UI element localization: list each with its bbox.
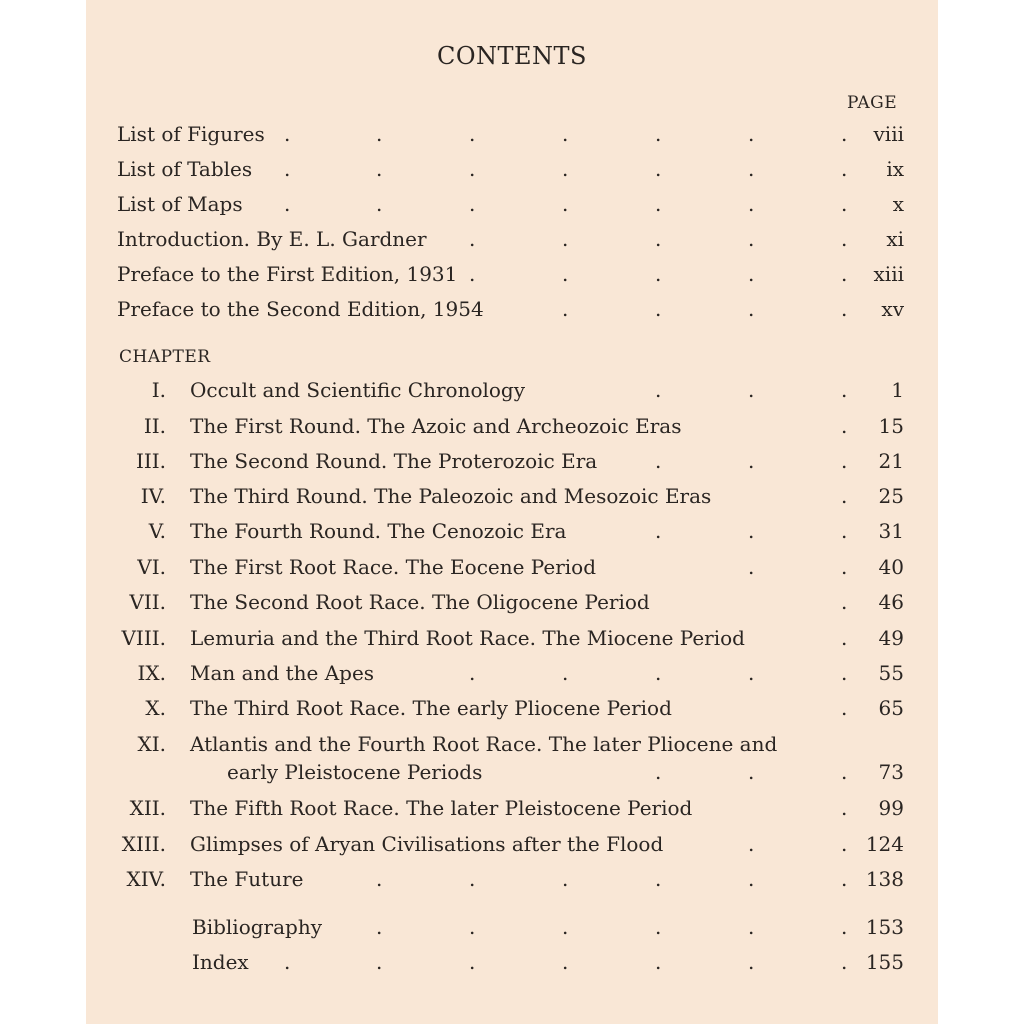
chapter-title-continuation: early Pleistocene Periods [227,760,483,784]
chapter-title: The Third Round. The Paleozoic and Mesozoic Eras [190,484,712,508]
toc-entry[interactable]: Introduction. By E. L. Gardner . . . . . xi [117,227,904,251]
toc-chapter-entry-continued[interactable]: early Pleistocene Periods . . . 73 [227,760,904,784]
page-title: CONTENTS [436,42,587,70]
chapter-page: 49 [878,626,904,650]
entry-title: List of Maps [117,192,243,216]
entry-title: Preface to the Second Edition, 1954 [117,297,484,321]
toc-entry[interactable]: List of Figures . . . . . . . viii [117,122,904,146]
chapter-number: X. [145,696,166,720]
chapter-column-header: CHAPTER [119,347,211,367]
chapter-title: Man and the Apes [190,661,375,685]
chapter-number: VII. [129,590,166,614]
chapter-title: The First Root Race. The Eocene Period [190,555,596,579]
toc-chapter-entry[interactable]: XII. The Fifth Root Race. The later Pleistocene Period . 99 [86,796,938,826]
toc-entry[interactable]: List of Tables . . . . . . . ix [117,157,904,181]
chapter-number: II. [143,414,166,438]
entry-page: xiii [873,262,904,286]
chapter-title: The Second Round. The Proterozoic Era [190,449,598,473]
chapter-page: 31 [878,519,904,543]
chapter-title: The Future [190,867,304,891]
toc-entry[interactable]: Bibliography . . . . . . 153 [192,915,904,939]
toc-entry[interactable]: Index . . . . . . . 155 [192,950,904,974]
chapter-number: VI. [137,555,166,579]
entry-title: List of Figures [117,122,265,146]
entry-page: ix [886,157,904,181]
chapter-page: 15 [878,414,904,438]
chapter-title: Atlantis and the Fourth Root Race. The later Pliocene and [190,732,778,756]
toc-chapter-entry[interactable]: XIV. The Future . . . . . . 138 [86,867,938,897]
chapter-number: XI. [137,732,166,756]
toc-chapter-entry[interactable]: XIII. Glimpses of Aryan Civilisations after the Flood . . 124 [86,832,938,862]
toc-chapter-entry[interactable]: VIII. Lemuria and the Third Root Race. The Miocene Period . 49 [86,626,938,656]
chapter-number: III. [135,449,166,473]
chapter-number: V. [148,519,166,543]
chapter-page: 46 [878,590,904,614]
chapter-number: I. [151,378,166,402]
toc-chapter-entry[interactable]: V. The Fourth Round. The Cenozoic Era . . . 31 [86,519,938,549]
chapter-page: 25 [878,484,904,508]
toc-entry[interactable]: Preface to the First Edition, 1931 . . . . . xiii [117,262,904,286]
chapter-title: The Third Root Race. The early Pliocene Period [190,696,672,720]
chapter-title: Glimpses of Aryan Civilisations after the Flood [190,832,664,856]
chapter-number: VIII. [121,626,166,650]
entry-page: x [892,192,904,216]
chapter-title: The First Round. The Azoic and Archeozoic Eras [190,414,682,438]
entry-page: 155 [865,950,904,974]
entry-title: List of Tables [117,157,253,181]
toc-chapter-entry[interactable]: X. The Third Root Race. The early Pliocene Period . 65 [86,696,938,726]
toc-chapter-entry[interactable]: VII. The Second Root Race. The Oligocene Period . 46 [86,590,938,620]
entry-title: Index [192,950,249,974]
entry-page: viii [873,122,904,146]
chapter-number: IX. [137,661,166,685]
chapter-number: XIII. [121,832,166,856]
entry-title: Introduction. By E. L. Gardner [117,227,427,251]
chapter-title: The Fifth Root Race. The later Pleistocene Period [190,796,693,820]
book-page [86,0,938,1024]
entry-title: Preface to the First Edition, 1931 [117,262,458,286]
chapter-number: XIV. [126,867,166,891]
chapter-title: The Fourth Round. The Cenozoic Era [190,519,567,543]
chapter-title: Lemuria and the Third Root Race. The Miocene Period [190,626,745,650]
toc-chapter-entry[interactable] [86,732,938,762]
chapter-page: 99 [878,796,904,820]
chapter-page: 1 [891,378,904,402]
chapter-page: 55 [878,661,904,685]
chapter-title: The Second Root Race. The Oligocene Period [190,590,650,614]
toc-chapter-entry[interactable]: IV. The Third Round. The Paleozoic and Mesozoic Eras . 25 [86,484,938,514]
toc-entry[interactable]: List of Maps . . . . . . . x [117,192,904,216]
toc-chapter-entry[interactable]: II. The First Round. The Azoic and Archeozoic Eras . 15 [86,414,938,444]
chapter-number: XII. [129,796,166,820]
page-column-header: PAGE [847,93,898,113]
chapter-page: 138 [865,867,904,891]
toc-chapter-entry[interactable]: I. Occult and Scientific Chronology . . . 1 [86,378,938,408]
chapter-page: 65 [878,696,904,720]
chapter-page: 124 [865,832,904,856]
toc-chapter-entry[interactable]: III. The Second Round. The Proterozoic Era . . . 21 [86,449,938,479]
chapter-page: 73 [878,760,904,784]
chapter-title: Occult and Scientific Chronology [190,378,526,402]
toc-chapter-entry[interactable]: VI. The First Root Race. The Eocene Period . . 40 [86,555,938,585]
chapter-page: 21 [878,449,904,473]
entry-page: xi [886,227,904,251]
toc-chapter-entry[interactable]: IX. Man and the Apes . . . . . 55 [86,661,938,691]
entry-page: 153 [865,915,904,939]
entry-page: xv [881,297,904,321]
chapter-number: IV. [140,484,166,508]
toc-entry[interactable]: Preface to the Second Edition, 1954 . . . . xv [117,297,904,321]
chapter-page: 40 [878,555,904,579]
entry-title: Bibliography [192,915,322,939]
